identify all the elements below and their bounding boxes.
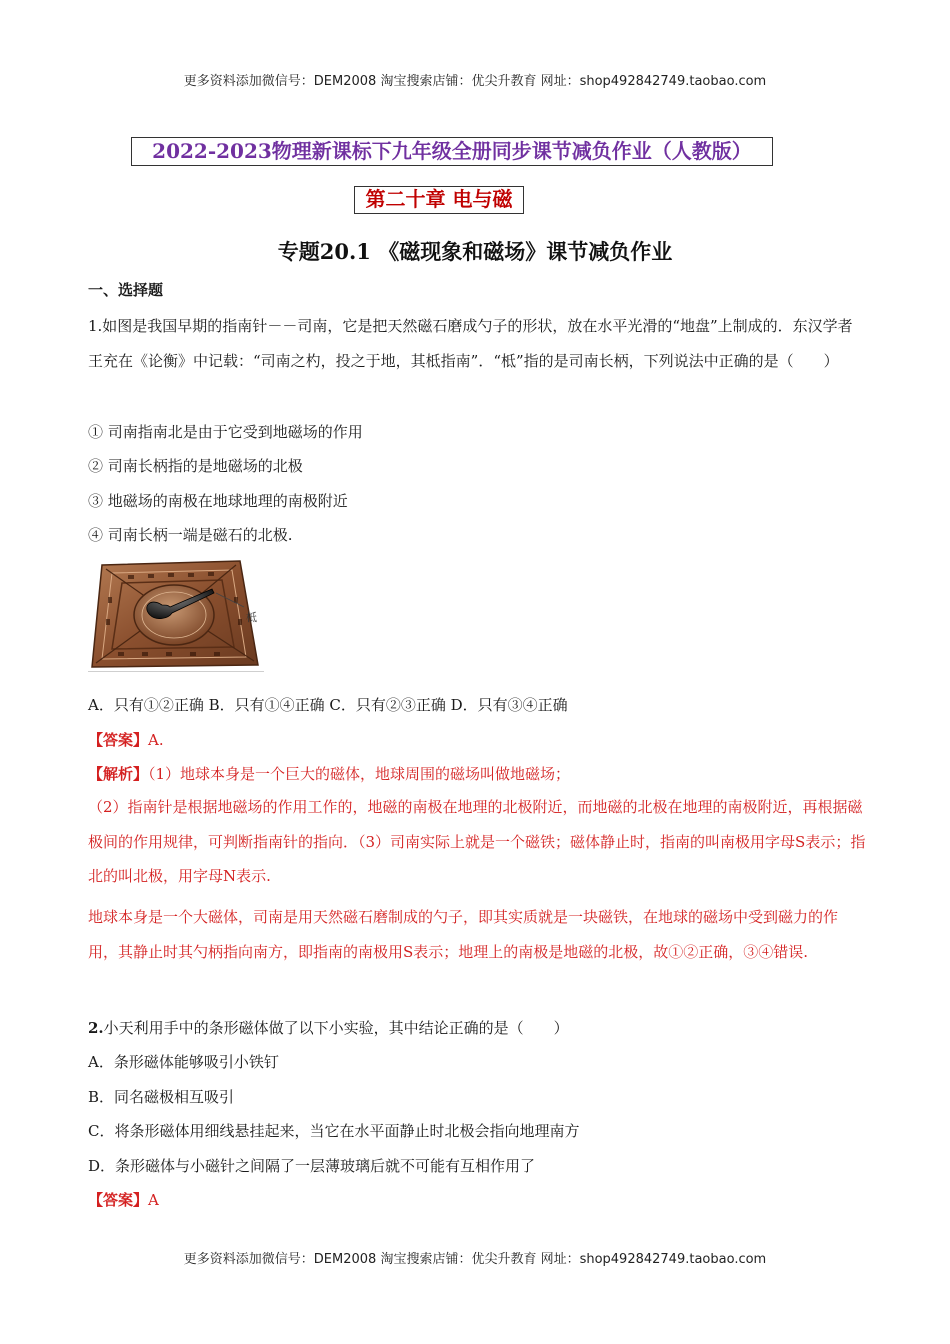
q2-answer [88,1189,159,1210]
section-heading: 一、选择题 [88,281,164,299]
chapter-title: 第二十章 电与磁 [354,186,524,214]
q1-statement-3: ③ 地磁场的南极在地球地理的南极附近 [88,492,348,510]
answer-tag: 【答案】 [88,731,149,749]
answer-value: A. [148,731,164,749]
q1-stem: 1.如图是我国早期的指南针－－司南，它是把天然磁石磨成勺子的形状，放在水平光滑的“地盘”上制成的．东汉学者王充在《论衡》中记载：“司南之杓，投之于地，其柢指南”．“柢”指的是司南长柄，下列说法中正确的是（ ） [88,317,853,370]
q2-number: 2. [88,1019,104,1037]
q2-stem-text: 小天利用手中的条形磁体做了以下小实验，其中结论正确的是（ ） [103,1019,569,1037]
sinan-compass-figure [88,553,264,671]
answer-tag: 【答案】 [88,1191,149,1209]
header-note: 更多资料添加微信号：DEM2008 淘宝搜索店铺：优尖升教育 网址：shop492842749.taobao.com [183,74,767,89]
q1-statement-2: ② 司南长柄指的是地磁场的北极 [88,457,303,475]
q2-option-a: A．条形磁体能够吸引小铁钉 [88,1053,279,1071]
q2-option-c: C．将条形磁体用细线悬挂起来，当它在水平面静止时北极会指向地理南方 [88,1122,580,1140]
analysis-tag: 【解析】 [88,765,149,783]
q1-options: A．只有①②正确 B．只有①④正确 C．只有②③正确 D．只有③④正确 [88,696,568,714]
q1-analysis-2: （2）指南针是根据地磁场的作用工作的，地磁的南极在地理的北极附近，而地磁的北极在地理的南极附近，再根据磁极间的作用规律，可判断指南针的指向．（3）司南实际上就是一个磁铁；磁体静止时，指南的叫南极用字母S表示；指北的叫北极，用字母N表示. [88,798,866,885]
document-title: 2022-2023物理新课标下九年级全册同步课节减负作业（人教版） [131,137,773,166]
q1-answer [88,729,164,750]
q1-analysis-3: 地球本身是一个大磁体，司南是用天然磁石磨制成的勺子，即其实质就是一块磁铁，在地球的磁场中受到磁力的作用，其静止时其勺柄指向南方，即指南的南极用S表示；地理上的南极是地磁的北极，故①②正确，③④错误. [88,908,839,961]
q2-option-b: B．同名磁极相互吸引 [88,1088,235,1106]
q2-option-d: D．条形磁体与小磁针之间隔了一层薄玻璃后就不可能有互相作用了 [88,1157,536,1175]
topic-title: 专题20.1 《磁现象和磁场》课节减负作业 [277,239,673,264]
q1-analysis-1 [88,763,570,784]
q1-statement-4: ④ 司南长柄一端是磁石的北极. [88,526,293,544]
analysis-text-1: （1）地球本身是一个巨大的磁体，地球周围的磁场叫做地磁场； [148,765,571,783]
q1-statement-1: ① 司南指南北是由于它受到地磁场的作用 [88,423,363,441]
answer-value: A [148,1191,159,1209]
footer-note: 更多资料添加微信号：DEM2008 淘宝搜索店铺：优尖升教育 网址：shop492842749.taobao.com [183,1252,767,1267]
q2-stem [88,1017,569,1038]
figure-underline [88,671,264,672]
svg-text:柢: 柢 [246,611,257,624]
